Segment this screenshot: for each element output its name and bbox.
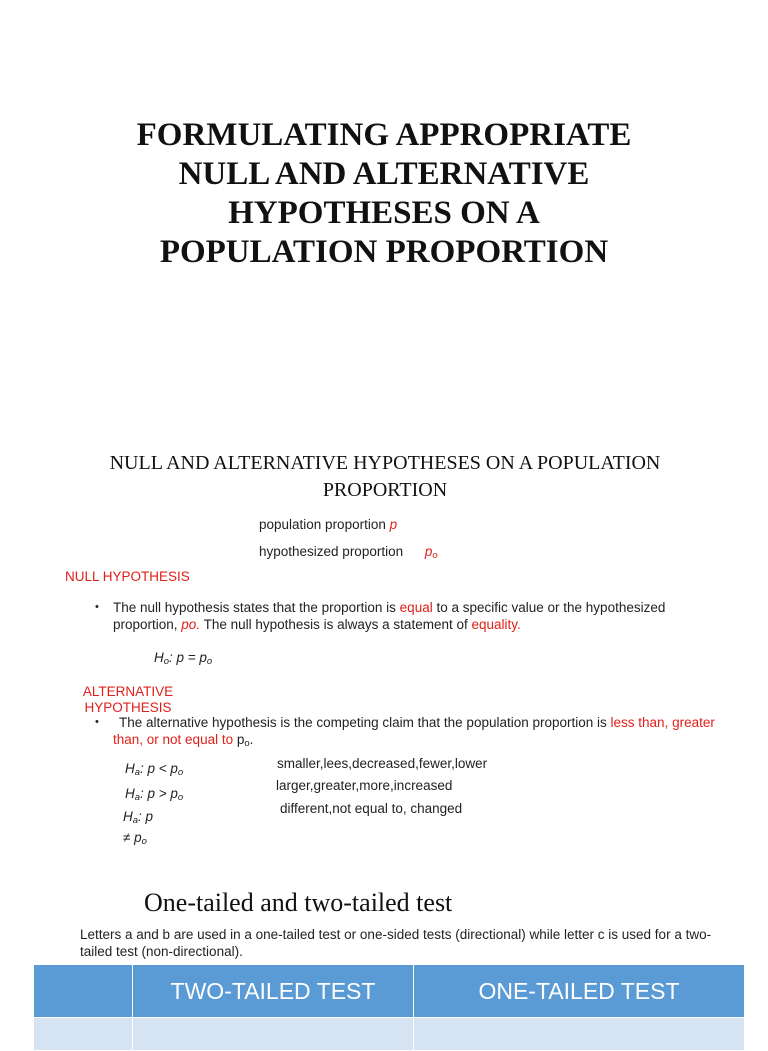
population-proportion-definition <box>259 516 397 533</box>
keywords-less: smaller,lees,decreased,fewer,lower <box>277 756 488 771</box>
null-hypothesis-heading: NULL HYPOTHESIS <box>65 569 190 584</box>
alternative-hypothesis-bullet: • The alternative hypothesis is the competing claim that the population proportion is less than, greater than, or not equal to $p_o$. <box>95 715 715 749</box>
title-line: HYPOTHESES ON A <box>228 195 540 231</box>
section-heading-line: PROPORTION <box>322 479 448 501</box>
title-line: FORMULATING APPROPRIATE <box>136 117 632 153</box>
null-hypothesis-formula: $H_o$: $p = p_o$ <box>154 650 213 667</box>
hypothesized-proportion-definition <box>259 543 438 564</box>
alternative-formula-not-equal: $H_a$: $p \ne p_o$ <box>123 809 154 847</box>
table-row <box>34 1018 745 1051</box>
table-cell <box>414 1018 745 1051</box>
title-line: NULL AND ALTERNATIVE <box>178 156 590 192</box>
definition-symbol: $p_o$ <box>424 544 438 561</box>
null-hypothesis-bullet: • The null hypothesis states that the proportion is equal to a specific value or the hypothesized proportion, po. The null hypothesis is always a statement of equality. <box>95 600 666 632</box>
tails-heading: One-tailed and two-tailed test <box>144 888 453 917</box>
definition-label: hypothesized proportion <box>259 544 404 559</box>
table-cell <box>133 1018 414 1051</box>
alternative-hypothesis-heading: ALTERNATIVE HYPOTHESIS <box>82 684 174 715</box>
table-header-row <box>34 965 745 1018</box>
table-header-blank <box>34 965 133 1018</box>
keywords-not-equal: different,not equal to, changed <box>280 801 463 816</box>
keywords-greater: larger,greater,more,increased <box>276 778 453 793</box>
bullet-dot: • <box>95 716 99 728</box>
definition-symbol: p <box>389 517 398 532</box>
section-heading-line: NULL AND ALTERNATIVE HYPOTHESES ON A POPULATION <box>109 452 661 474</box>
title-line: POPULATION PROPORTION <box>159 234 609 270</box>
alternative-formula-greater: $H_a$: $p > p_o$ <box>125 786 184 803</box>
section-heading <box>40 450 730 504</box>
table-header-one-tailed: ONE-TAILED TEST <box>414 965 745 1018</box>
tails-note: Letters a and b are used in a one-tailed test or one-sided tests (directional) while letter c is used for a two-tailed test (non-directional). <box>80 927 712 959</box>
alternative-formula-less: $H_a$: $p < p_o$ <box>125 761 184 778</box>
comparison-table <box>33 964 745 1051</box>
page-title <box>0 116 768 272</box>
table-header-two-tailed: TWO-TAILED TEST <box>133 965 414 1018</box>
table-cell <box>34 1018 133 1051</box>
bullet-dot: • <box>95 601 99 613</box>
definition-label: population proportion <box>259 517 386 532</box>
